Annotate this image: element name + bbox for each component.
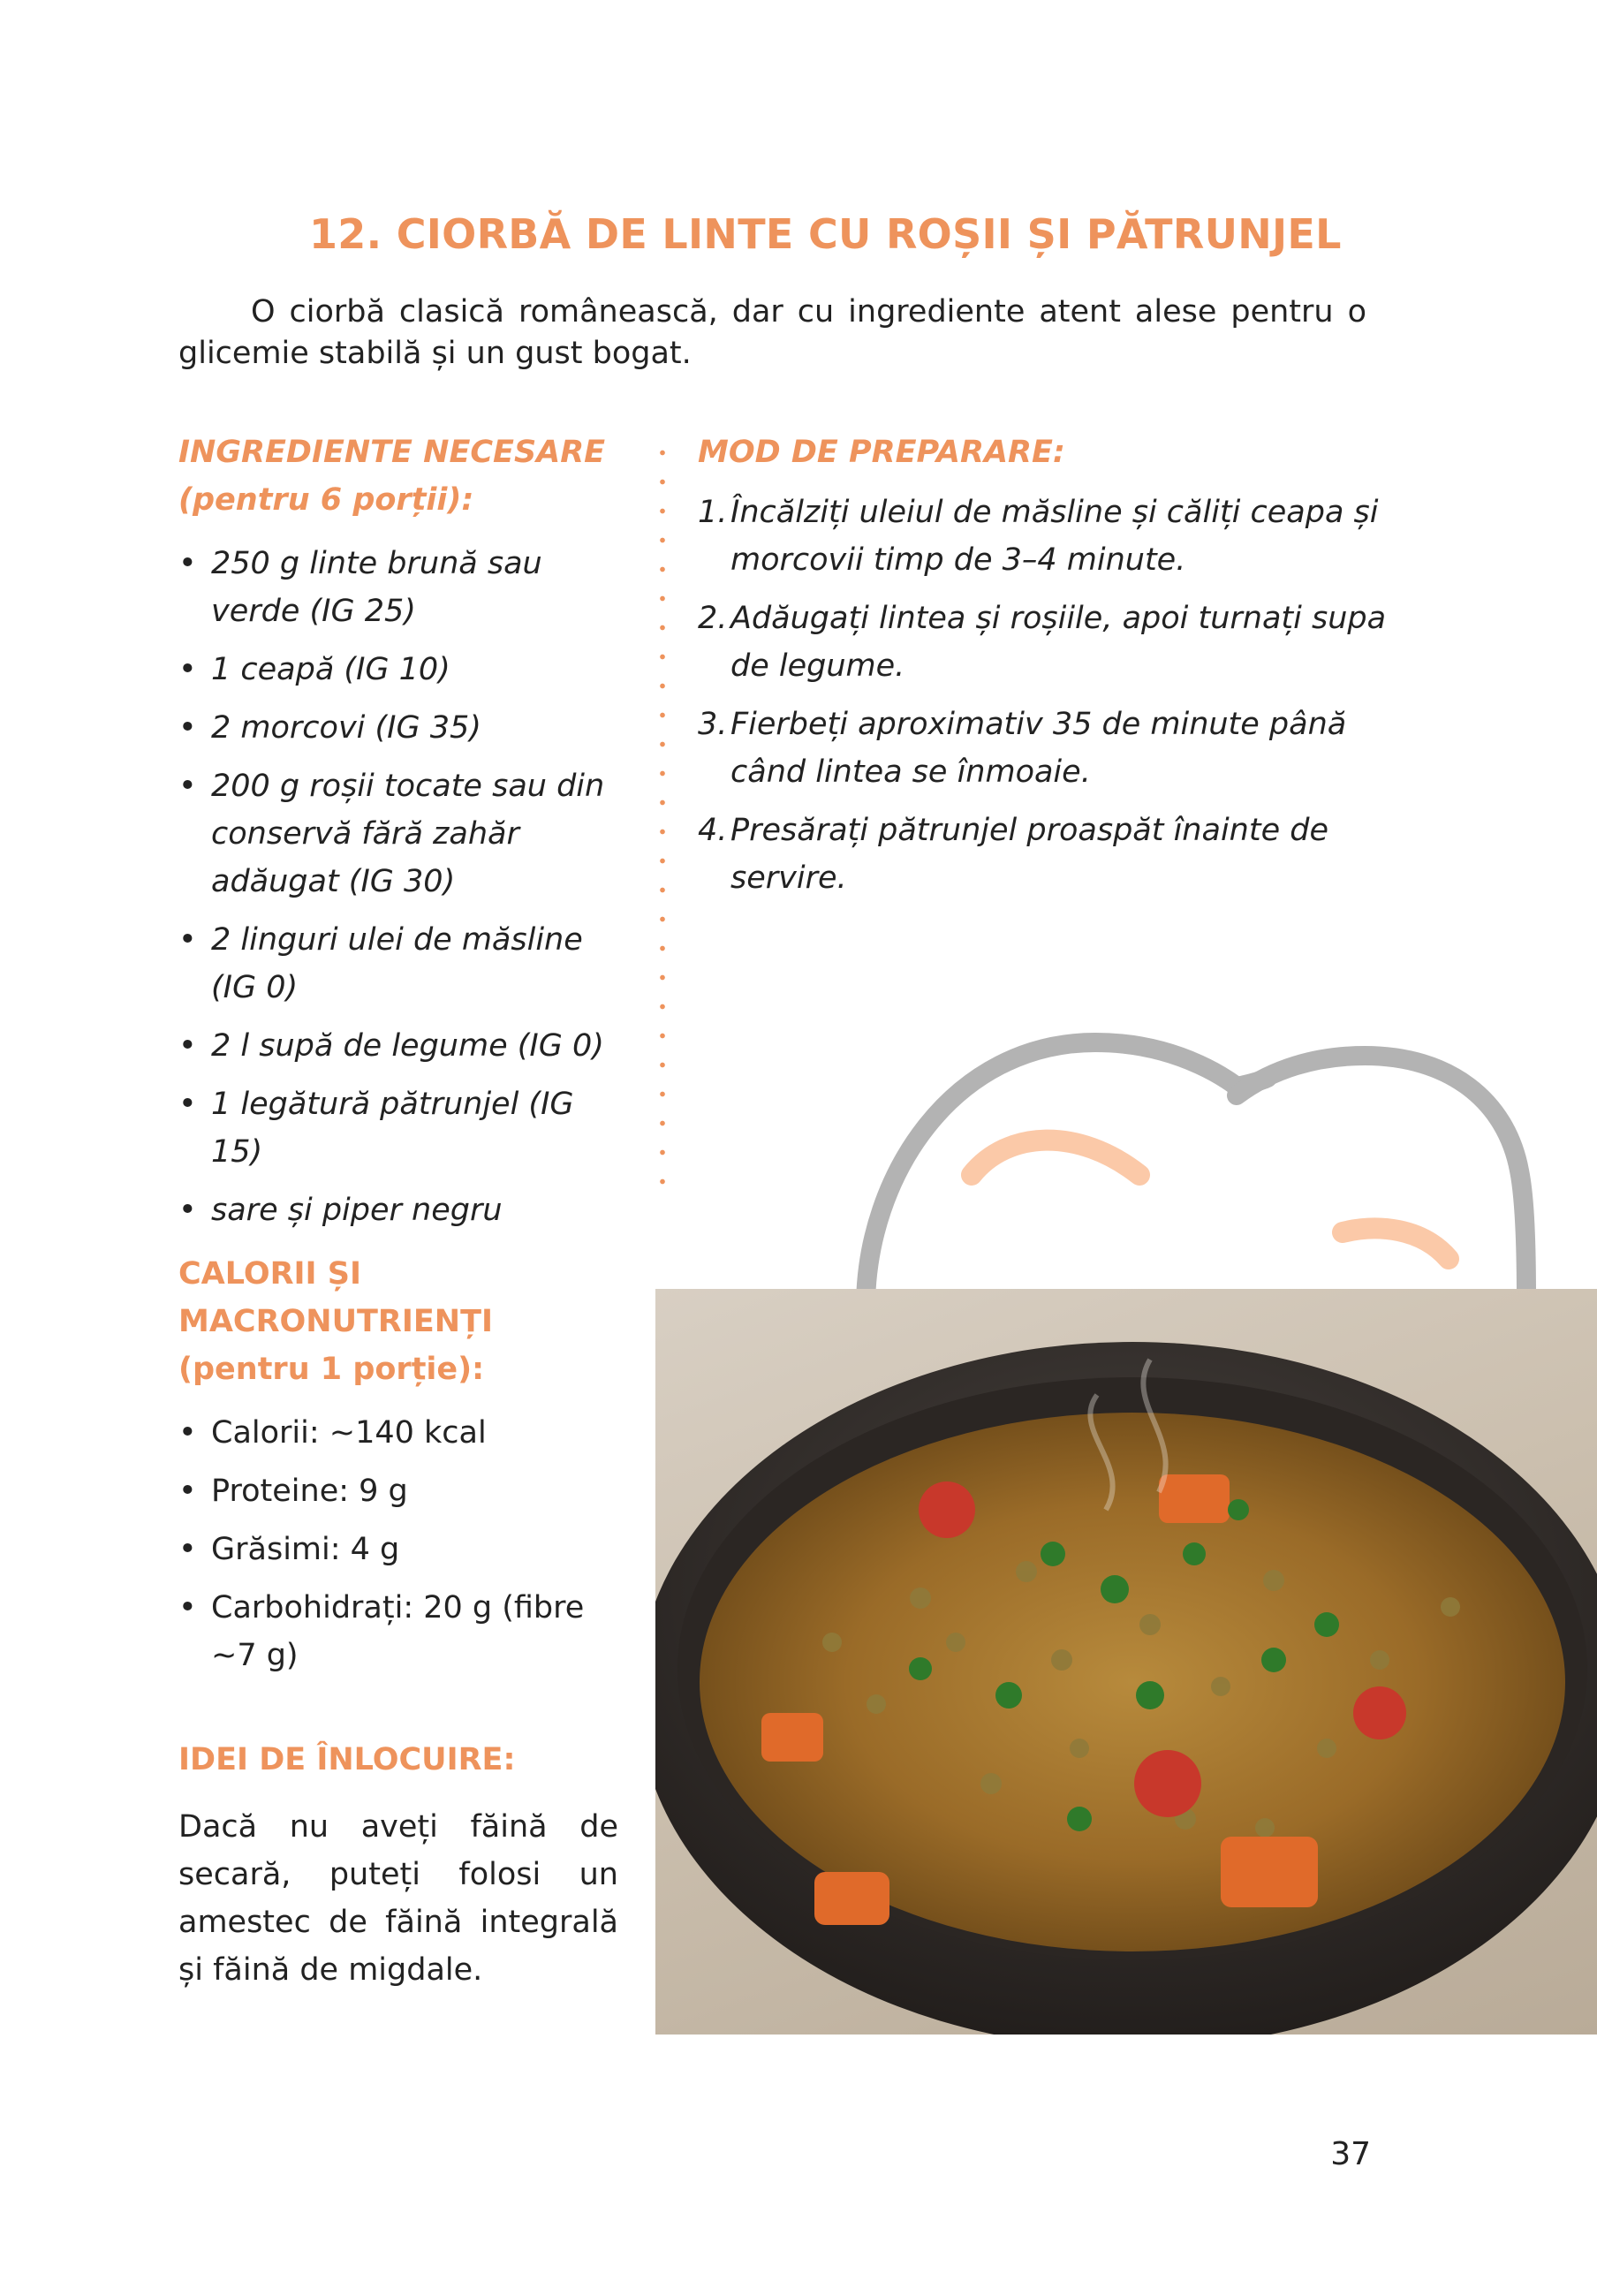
ingredients-heading-line1: INGREDIENTE NECESARE bbox=[178, 435, 606, 470]
step-number: 3. bbox=[698, 707, 728, 742]
ingredients-list bbox=[178, 540, 620, 1234]
step-text: Adăugați lintea și roșiile, apoi turnați supa de legume. bbox=[730, 601, 1387, 684]
page-title: 12. CIORBĂ DE LINTE CU ROȘII ȘI PĂTRUNJEL bbox=[309, 210, 1342, 258]
decorative-cloud-icon bbox=[848, 1016, 1597, 1299]
preparation-heading: MOD DE PREPARARE: bbox=[698, 435, 1065, 470]
list-item: • 2 linguri ulei de măsline (IG 0) bbox=[178, 916, 620, 1012]
step-item bbox=[698, 807, 1387, 902]
list-item: • 2 morcovi (IG 35) bbox=[178, 704, 620, 752]
soup-bowl-illustration bbox=[655, 1289, 1597, 2035]
calories-heading-line2: MACRONUTRIENȚI bbox=[178, 1304, 493, 1339]
step-item bbox=[698, 595, 1387, 690]
calories-heading-line1: CALORII ȘI bbox=[178, 1256, 361, 1292]
calories-list bbox=[178, 1409, 620, 1679]
list-item: • Grăsimi: 4 g bbox=[178, 1526, 620, 1573]
intro-paragraph: O ciorbă clasică românească, dar cu ingrediente atent alese pentru o glicemie stabilă și un gust bogat. bbox=[178, 294, 1366, 371]
list-item: • sare și piper negru bbox=[178, 1186, 620, 1234]
replacement-text: Dacă nu aveți făină de secară, puteți folosi un amestec de făină integrală și făină de migdale. bbox=[178, 1809, 618, 1988]
preparation-steps bbox=[698, 489, 1387, 902]
list-item: • Calorii: ~140 kcal bbox=[178, 1409, 620, 1457]
step-number: 2. bbox=[698, 601, 728, 636]
list-item: • Carbohidrați: 20 g (fibre ~7 g) bbox=[178, 1584, 620, 1679]
list-item: • 1 legătură pătrunjel (IG 15) bbox=[178, 1080, 620, 1176]
dotted-divider bbox=[658, 438, 667, 1189]
list-item: • Proteine: 9 g bbox=[178, 1467, 620, 1515]
calories-heading-line3: (pentru 1 porție): bbox=[178, 1352, 485, 1387]
list-item: • 1 ceapă (IG 10) bbox=[178, 646, 620, 693]
step-text: Presărați pătrunjel proaspăt înainte de servire. bbox=[730, 813, 1328, 896]
preparation-section bbox=[698, 428, 1387, 913]
replacement-heading: IDEI DE ÎNLOCUIRE: bbox=[178, 1742, 516, 1777]
step-item bbox=[698, 701, 1387, 796]
lentil-soup-photo bbox=[655, 1289, 1597, 2035]
list-item: • 200 g roșii tocate sau din conservă fără zahăr adăugat (IG 30) bbox=[178, 762, 620, 906]
ingredients-heading-line2: (pentru 6 porții): bbox=[178, 482, 474, 518]
step-text: Încălziți uleiul de măsline și căliți ceapa și morcovii timp de 3–4 minute. bbox=[730, 495, 1379, 578]
list-item: • 250 g linte brună sau verde (IG 25) bbox=[178, 540, 620, 635]
calories-heading bbox=[178, 1250, 620, 1393]
step-item bbox=[698, 489, 1387, 584]
list-item: • 2 l supă de legume (IG 0) bbox=[178, 1022, 620, 1070]
step-number: 1. bbox=[698, 495, 728, 530]
step-number: 4. bbox=[698, 813, 728, 848]
page-number: 37 bbox=[1330, 2136, 1371, 2172]
calories-section bbox=[178, 1250, 620, 1690]
ingredients-heading bbox=[178, 428, 620, 524]
replacement-section bbox=[178, 1736, 618, 1994]
ingredients-section bbox=[178, 428, 620, 1245]
step-text: Fierbeți aproximativ 35 de minute până când lintea se înmoaie. bbox=[730, 707, 1347, 790]
